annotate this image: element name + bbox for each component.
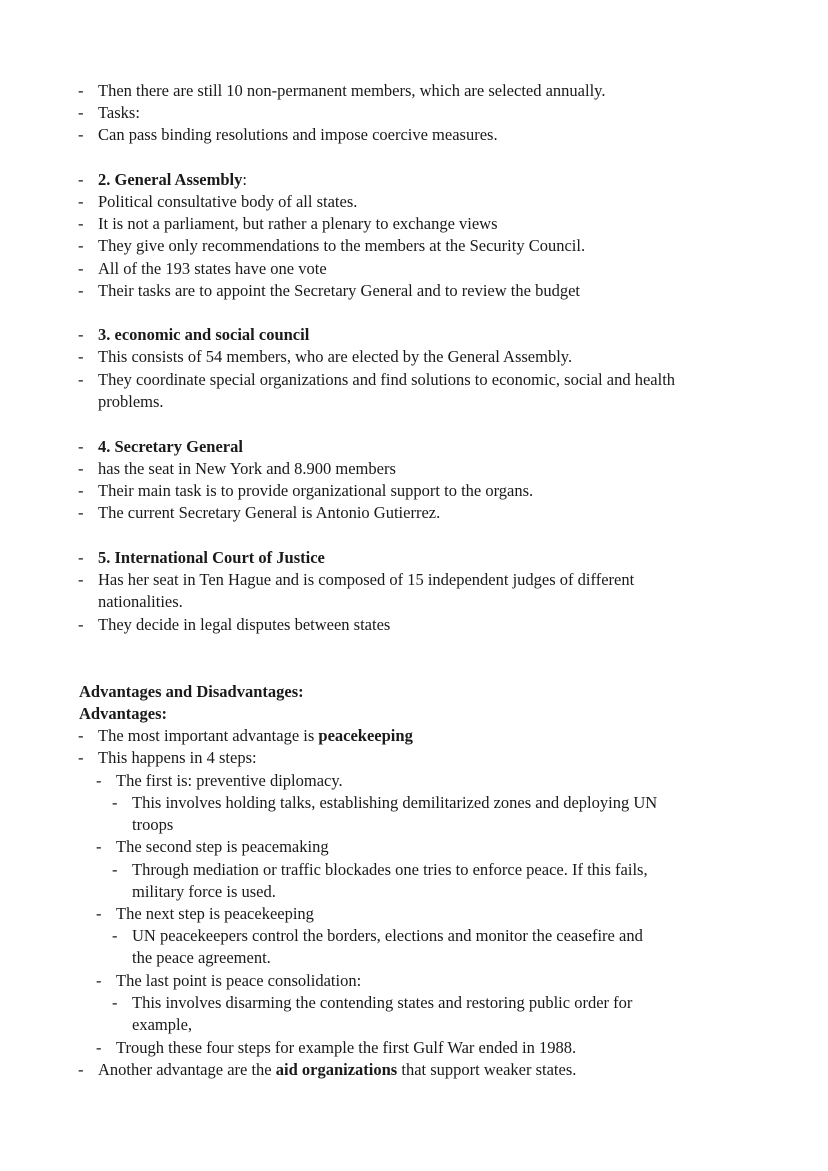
list-item-continuation: example, <box>132 1015 193 1034</box>
list-item: - The most important advantage is peacekeeping <box>78 726 413 745</box>
list-item-level2: - The first is: preventive diplomacy. <box>96 771 343 790</box>
bullet-dash: - <box>112 993 118 1012</box>
list-item-level2: - The last point is peace consolidation: <box>96 971 362 990</box>
list-item: - Then there are still 10 non-permanent members, which are selected annually. <box>78 81 606 100</box>
list-item: - The current Secretary General is Antonio Gutierrez. <box>78 503 441 522</box>
section-title-general-assembly: - 2. General Assembly: <box>78 170 247 189</box>
list-item-continuation: troops <box>132 815 174 834</box>
list-item-level3: - This involves holding talks, establishing demilitarized zones and deploying UN <box>112 793 658 812</box>
list-item-level3: - UN peacekeepers control the borders, elections and monitor the ceasefire and <box>112 926 643 945</box>
bullet-dash: - <box>78 437 84 456</box>
bullet-dash: - <box>78 125 84 144</box>
bullet-dash: - <box>112 860 118 879</box>
section-title-ecosoc: - 3. economic and social council <box>78 325 310 344</box>
bullet-dash: - <box>78 192 84 211</box>
bullet-dash: - <box>78 1060 84 1079</box>
bullet-dash: - <box>96 904 102 923</box>
bullet-dash: - <box>78 615 84 634</box>
bullet-dash: - <box>78 726 84 745</box>
bullet-dash: - <box>78 548 84 567</box>
list-item-continuation: military force is used. <box>132 882 276 901</box>
bullet-dash: - <box>96 837 102 856</box>
list-item: - has the seat in New York and 8.900 members <box>78 459 396 478</box>
list-item: - Another advantage are the aid organizations that support weaker states. <box>78 1060 577 1079</box>
bullet-dash: - <box>78 570 84 589</box>
bullet-dash: - <box>78 748 84 767</box>
section-title-icj: - 5. International Court of Justice <box>78 548 325 567</box>
list-item: - It is not a parliament, but rather a plenary to exchange views <box>78 214 498 233</box>
section-heading-advantages-disadvantages: Advantages and Disadvantages: <box>79 682 304 701</box>
list-item: - This happens in 4 steps: <box>78 748 257 767</box>
bullet-dash: - <box>78 481 84 500</box>
list-item: - Their main task is to provide organizational support to the organs. <box>78 481 534 500</box>
list-item-level2: - The second step is peacemaking <box>96 837 329 856</box>
bullet-dash: - <box>78 503 84 522</box>
list-item-level2: - Trough these four steps for example the first Gulf War ended in 1988. <box>96 1038 577 1057</box>
bullet-dash: - <box>78 325 84 344</box>
list-item-continuation: problems. <box>98 392 164 411</box>
bullet-dash: - <box>78 370 84 389</box>
list-item-level3: - This involves disarming the contending states and restoring public order for <box>112 993 633 1012</box>
bullet-dash: - <box>96 1038 102 1057</box>
list-item-level3: - Through mediation or traffic blockades one tries to enforce peace. If this fails, <box>112 860 648 879</box>
bullet-dash: - <box>78 103 84 122</box>
bullet-dash: - <box>78 281 84 300</box>
bullet-dash: - <box>96 971 102 990</box>
list-item: - Can pass binding resolutions and impose coercive measures. <box>78 125 498 144</box>
list-item: - Their tasks are to appoint the Secretary General and to review the budget <box>78 281 580 300</box>
list-item-continuation: nationalities. <box>98 592 183 611</box>
bullet-dash: - <box>112 793 118 812</box>
list-item: - They decide in legal disputes between states <box>78 615 391 634</box>
list-item: - They coordinate special organizations and find solutions to economic, social and health <box>78 370 676 389</box>
list-item: - All of the 193 states have one vote <box>78 259 327 278</box>
list-item: - Political consultative body of all states. <box>78 192 358 211</box>
subheading-advantages: Advantages: <box>79 704 168 723</box>
list-item: - Has her seat in Ten Hague and is composed of 15 independent judges of different <box>78 570 635 589</box>
bullet-dash: - <box>78 259 84 278</box>
list-item: - This consists of 54 members, who are elected by the General Assembly. <box>78 347 573 366</box>
list-item-continuation: the peace agreement. <box>132 948 271 967</box>
list-item: - They give only recommendations to the members at the Security Council. <box>78 236 586 255</box>
section-title-secretary-general: - 4. Secretary General <box>78 437 243 456</box>
bullet-dash: - <box>78 236 84 255</box>
bullet-dash: - <box>78 214 84 233</box>
bullet-dash: - <box>78 81 84 100</box>
bullet-dash: - <box>78 170 84 189</box>
bullet-dash: - <box>78 459 84 478</box>
bullet-dash: - <box>78 347 84 366</box>
list-item: - Tasks: <box>78 103 140 122</box>
bullet-dash: - <box>96 771 102 790</box>
list-item-level2: - The next step is peacekeeping <box>96 904 314 923</box>
bullet-dash: - <box>112 926 118 945</box>
